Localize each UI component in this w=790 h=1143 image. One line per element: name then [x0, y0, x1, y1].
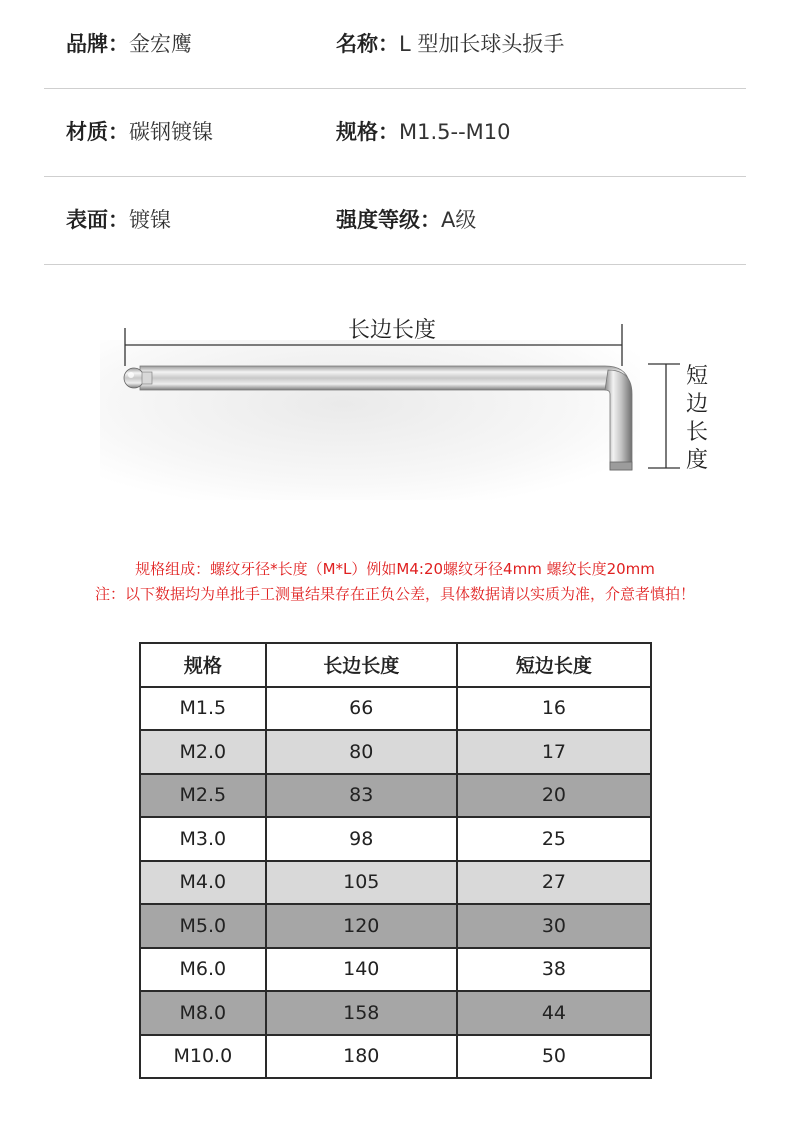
spec-key: 表面： — [66, 208, 129, 232]
cell-long: 83 — [266, 774, 457, 818]
long-side-label: 长边长度 — [348, 318, 437, 343]
header-long-length: 长边长度 — [266, 643, 457, 687]
cell-size: M1.5 — [140, 687, 266, 731]
spec-value: 金宏鹰 — [129, 32, 192, 56]
cell-long: 180 — [266, 1035, 457, 1079]
cell-long: 158 — [266, 991, 457, 1035]
table-row — [140, 948, 651, 992]
spec-key: 品牌： — [66, 32, 129, 56]
spec-format-note: 规格组成：螺纹牙径*长度（M*L）例如M4:20螺纹牙径4mm 螺纹长度20mm — [135, 560, 655, 578]
table-header-row — [140, 643, 651, 687]
table-row — [140, 730, 651, 774]
spec-brand — [66, 28, 192, 58]
table-row — [140, 687, 651, 731]
table-row — [140, 861, 651, 905]
cell-long: 80 — [266, 730, 457, 774]
short-dimension-line — [648, 364, 680, 468]
cell-long: 66 — [266, 687, 457, 731]
cell-short: 30 — [457, 904, 651, 948]
cell-size: M8.0 — [140, 991, 266, 1035]
cell-long: 120 — [266, 904, 457, 948]
table-row — [140, 817, 651, 861]
spec-name — [336, 28, 564, 58]
spec-key: 规格： — [336, 120, 399, 144]
cell-short: 16 — [457, 687, 651, 731]
table-row — [140, 904, 651, 948]
spec-grade — [336, 204, 476, 234]
spec-key: 名称： — [336, 32, 399, 56]
cell-size: M2.0 — [140, 730, 266, 774]
cell-short: 25 — [457, 817, 651, 861]
cell-short: 50 — [457, 1035, 651, 1079]
header-size: 规格 — [140, 643, 266, 687]
spec-key: 强度等级： — [336, 208, 441, 232]
spec-row-2 — [44, 88, 746, 177]
tolerance-warning: 注：以下数据均为单批手工测量结果存在正负公差，具体数据请以实质为准，介意者慎拍！ — [94, 585, 695, 603]
cell-short: 17 — [457, 730, 651, 774]
spec-value: 镀镍 — [129, 208, 171, 232]
cell-size: M4.0 — [140, 861, 266, 905]
cell-short: 44 — [457, 991, 651, 1035]
cell-short: 38 — [457, 948, 651, 992]
spec-size — [336, 116, 511, 146]
wrench-diagram — [100, 300, 740, 520]
cell-long: 98 — [266, 817, 457, 861]
spec-key: 材质： — [66, 120, 129, 144]
cell-short: 27 — [457, 861, 651, 905]
wrench-short-arm — [605, 370, 632, 470]
cell-long: 140 — [266, 948, 457, 992]
spec-value: M1.5--M10 — [399, 120, 511, 144]
cell-size: M6.0 — [140, 948, 266, 992]
table-row — [140, 774, 651, 818]
cell-size: M5.0 — [140, 904, 266, 948]
spec-surface — [66, 204, 171, 234]
table-row — [140, 1035, 651, 1079]
wrench-long-arm — [140, 366, 630, 390]
header-short-length: 短边长度 — [457, 643, 651, 687]
spec-row-3 — [44, 176, 746, 265]
spec-material — [66, 116, 213, 146]
cell-long: 105 — [266, 861, 457, 905]
cell-size: M2.5 — [140, 774, 266, 818]
size-table — [139, 642, 652, 1079]
cell-size: M10.0 — [140, 1035, 266, 1079]
table-row — [140, 991, 651, 1035]
spec-value: L 型加长球头扳手 — [399, 32, 565, 56]
spec-value: A级 — [441, 208, 477, 232]
cell-size: M3.0 — [140, 817, 266, 861]
spec-value: 碳钢镀镍 — [129, 120, 213, 144]
spec-row-1 — [44, 0, 746, 89]
cell-short: 20 — [457, 774, 651, 818]
short-side-label: 短边长度 — [685, 364, 708, 473]
